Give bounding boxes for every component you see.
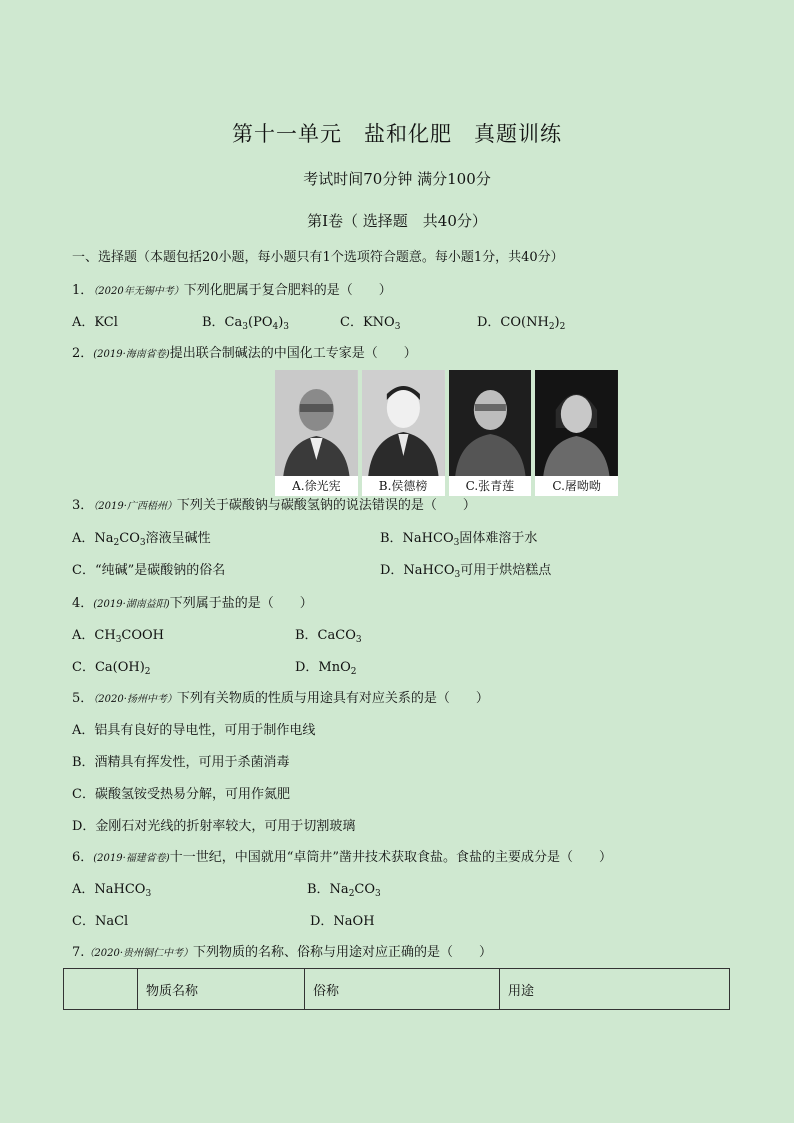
instructions: 一、选择题（本题包括20小题，每小题只有1个选项符合题意。每小题1分，共40分） bbox=[72, 250, 564, 265]
table-header-cell: 物质名称 bbox=[138, 969, 305, 1010]
portrait-a bbox=[275, 370, 358, 496]
question-4: 4．(2019·湖南益阳)下列属于盐的是（ ） bbox=[72, 596, 313, 611]
portrait-d-caption: C.屠呦呦 bbox=[535, 476, 618, 496]
q3-option-b: B．NaHCO$_3$固体难溶于水 bbox=[380, 531, 538, 548]
portrait-c-image bbox=[449, 370, 532, 476]
q1-option-a: A．KCl bbox=[72, 315, 118, 330]
q5-option-d: D．金刚石对光线的折射率较大，可用于切割玻璃 bbox=[72, 819, 356, 834]
q3-option-c: C．“纯碱”是碳酸钠的俗名 bbox=[72, 563, 226, 578]
question-2: 2．(2019·海南省卷)提出联合制碱法的中国化工专家是（ ） bbox=[72, 346, 417, 361]
question-1: 1．（2020年无锡中考）下列化肥属于复合肥料的是（ ） bbox=[72, 283, 392, 298]
question-3: 3．（2019·广西梧州）下列关于碳酸钠与碳酸氢钠的说法错误的是（ ） bbox=[72, 498, 476, 513]
q1-option-b: B．$Ca_3(PO_4)_3$ bbox=[202, 315, 290, 332]
q5-option-a: A．铝具有良好的导电性，可用于制作电线 bbox=[72, 723, 316, 738]
table-header-cell bbox=[64, 969, 138, 1010]
table-header-cell: 用途 bbox=[500, 969, 730, 1010]
portrait-a-image bbox=[275, 370, 358, 476]
portrait-c bbox=[449, 370, 532, 496]
question-7: 7.（2020·贵州铜仁中考）下列物质的名称、俗称与用途对应正确的是（ ） bbox=[72, 945, 493, 960]
portrait-d-image bbox=[535, 370, 618, 476]
portrait-b bbox=[362, 370, 445, 496]
q3-option-a: A．$Na_2CO_3$溶液呈碱性 bbox=[72, 531, 211, 548]
question-6: 6．(2019·福建省卷)十一世纪，中国就用“卓筒井”凿井技术获取食盐。食盐的主要成分是（ ） bbox=[72, 850, 613, 865]
q4-option-c: C．$Ca(OH)_2$ bbox=[72, 660, 151, 677]
scientist-portraits bbox=[275, 370, 618, 496]
exam-subtitle: 考试时间70分钟 满分100分 bbox=[303, 170, 491, 188]
portrait-a-caption: A.徐光宪 bbox=[275, 476, 358, 496]
q6-option-c: C．NaCl bbox=[72, 914, 129, 929]
question-5: 5．（2020·扬州中考）下列有关物质的性质与用途具有对应关系的是（ ） bbox=[72, 691, 489, 706]
portrait-c-caption: C.张青莲 bbox=[449, 476, 532, 496]
section-title: 第I卷（ 选择题 共40分） bbox=[307, 212, 487, 230]
q6-option-b: B．$Na_2CO_3$ bbox=[307, 882, 381, 899]
portrait-b-image bbox=[362, 370, 445, 476]
q4-option-a: A．$CH_3COOH$ bbox=[72, 628, 165, 645]
q6-option-d: D．NaOH bbox=[310, 914, 375, 929]
q5-option-c: C．碳酸氢铵受热易分解，可用作氮肥 bbox=[72, 787, 290, 802]
q4-option-d: D．MnO$_2$ bbox=[295, 660, 357, 677]
table-header-cell: 俗称 bbox=[305, 969, 500, 1010]
q6-option-a: A．NaHCO$_3$ bbox=[72, 882, 152, 899]
q7-table bbox=[63, 968, 730, 1010]
portrait-d bbox=[535, 370, 618, 496]
q5-option-b: B．酒精具有挥发性，可用于杀菌消毒 bbox=[72, 755, 290, 770]
q1-option-c: C．$KNO_3$ bbox=[340, 315, 401, 332]
page-title: 第十一单元 盐和化肥 真题训练 bbox=[232, 122, 562, 146]
q1-option-d: D．$CO(NH_2)_2$ bbox=[477, 315, 566, 332]
q3-option-d: D．NaHCO$_3$可用于烘焙糕点 bbox=[380, 563, 552, 580]
q4-option-b: B．CaCO$_3$ bbox=[295, 628, 362, 645]
table-header-row bbox=[64, 969, 730, 1010]
portrait-b-caption: B.侯德榜 bbox=[362, 476, 445, 496]
